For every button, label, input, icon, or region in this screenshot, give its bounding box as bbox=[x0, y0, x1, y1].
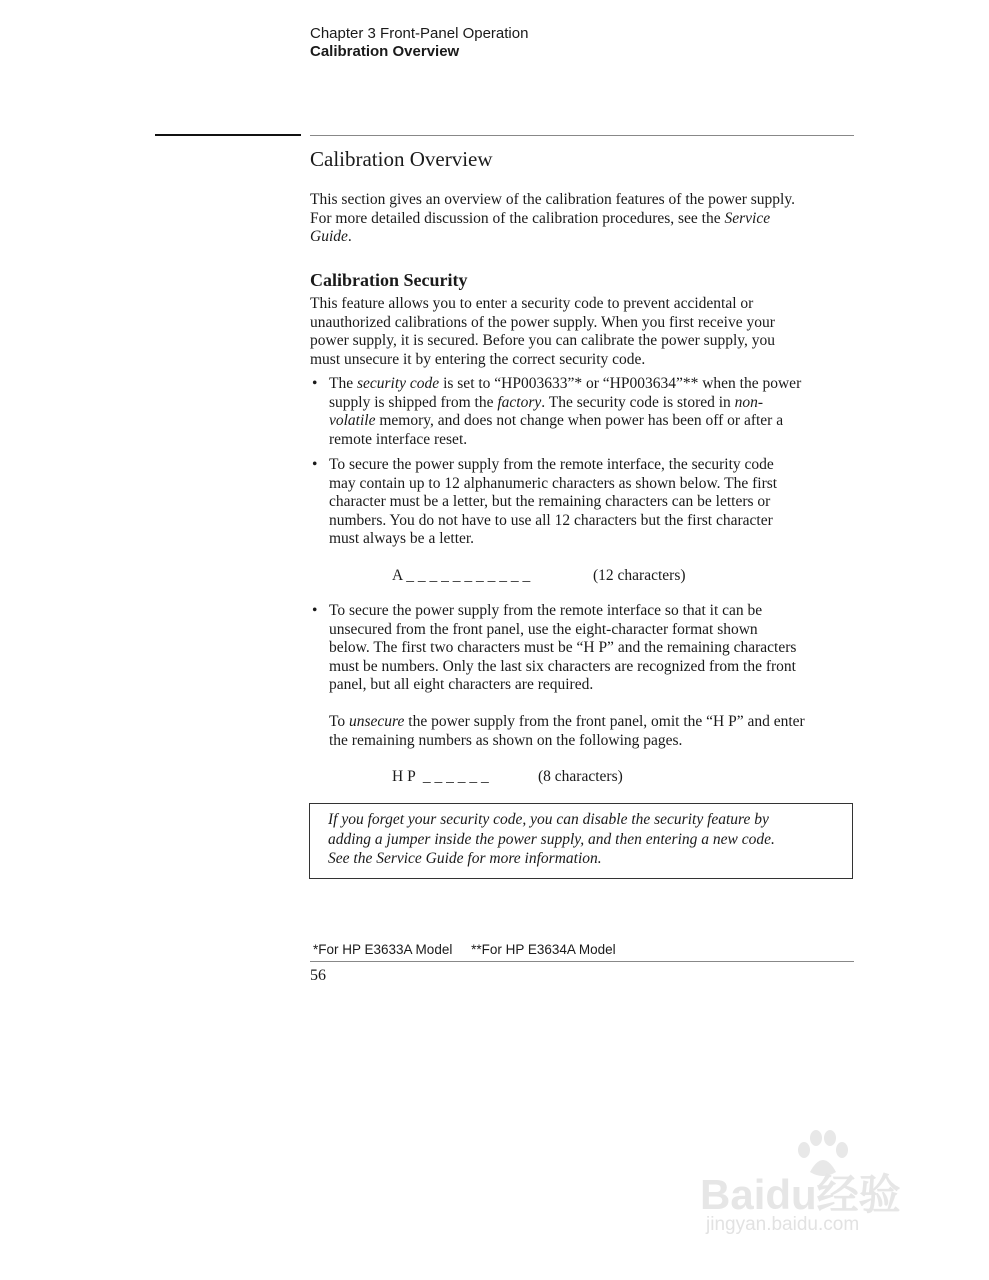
service-guide-ref: Service bbox=[724, 209, 771, 227]
bullet-marker: • bbox=[312, 602, 318, 619]
emphasis: volatile bbox=[329, 412, 376, 430]
bullet-marker: • bbox=[312, 456, 318, 473]
emphasis: unsecure bbox=[349, 713, 405, 730]
intro-paragraph bbox=[310, 191, 854, 247]
bullet-line: To secure the power supply from the remote interface so that it can be bbox=[329, 602, 763, 619]
security-paragraph bbox=[310, 295, 854, 369]
text-run: memory, and does not change when power has been off or after a bbox=[375, 412, 784, 430]
watermark-url: jingyan.baidu.com bbox=[706, 1214, 860, 1235]
text-run: The bbox=[329, 375, 357, 392]
text-run: the power supply from the front panel, omit the “H P” and enter bbox=[404, 713, 805, 730]
running-header-section: Calibration Overview bbox=[310, 43, 460, 60]
note-line: See the Service Guide for more information. bbox=[328, 850, 602, 867]
bullet-line: To secure the power supply from the remote interface, the security code bbox=[329, 456, 774, 473]
bullet-line: panel, but all eight characters are required. bbox=[329, 676, 594, 694]
footer-rule bbox=[310, 961, 854, 962]
running-header-chapter: Chapter 3 Front-Panel Operation bbox=[310, 25, 529, 42]
emphasis: factory bbox=[497, 393, 542, 411]
code-format-8-note: (8 characters) bbox=[538, 768, 623, 785]
bullet-line: unsecured from the front panel, use the eight-character format shown bbox=[329, 620, 758, 638]
unsecure-paragraph bbox=[329, 713, 854, 750]
note-line: If you forget your security code, you can disable the security feature by bbox=[328, 811, 769, 828]
paragraph-line: This feature allows you to enter a security code to prevent accidental or bbox=[310, 295, 754, 312]
bullet-line: remote interface reset. bbox=[329, 430, 468, 448]
page-title: Calibration Overview bbox=[310, 147, 493, 171]
code-format-12-pattern: A _ _ _ _ _ _ _ _ _ _ _ bbox=[392, 567, 531, 584]
text-run: To bbox=[329, 713, 350, 730]
intro-text: For more detailed discussion of the calibration procedures, see the bbox=[310, 209, 725, 227]
text-run: supply is shipped from the bbox=[329, 393, 498, 411]
bullet-item bbox=[329, 375, 854, 449]
bullet-line: must always be a letter. bbox=[329, 530, 475, 548]
bullet-line: may contain up to 12 alphanumeric characters as shown below. The first bbox=[329, 474, 778, 492]
intro-line bbox=[310, 228, 854, 247]
bullet-line: numbers. You do not have to use all 12 characters but the first character bbox=[329, 511, 773, 529]
bullet-item bbox=[329, 456, 854, 549]
note-line: adding a jumper inside the power supply, and then entering a new code. bbox=[328, 830, 775, 848]
code-format-12-note: (12 characters) bbox=[593, 567, 686, 584]
emphasis: non- bbox=[734, 393, 764, 411]
bullet-marker: • bbox=[312, 375, 318, 392]
text-run: is set to “HP003633”* or “HP003634”** when the power bbox=[439, 375, 802, 392]
bullet-line bbox=[329, 412, 854, 431]
footnotes: *For HP E3633A Model **For HP E3634A Model bbox=[313, 942, 616, 957]
bullet-line: character must be a letter, but the remaining characters can be letters or bbox=[329, 493, 771, 511]
bullet-line: below. The first two characters must be “H P” and the remaining characters bbox=[329, 639, 797, 657]
heading-rule-left bbox=[155, 134, 301, 136]
page-number: 56 bbox=[310, 967, 326, 984]
paragraph-line: must unsecure it by entering the correct security code. bbox=[310, 350, 646, 368]
watermark-logo: Baidu经验 bbox=[700, 1171, 901, 1218]
note-text bbox=[328, 810, 848, 869]
paragraph-line: power supply, it is secured. Before you can calibrate the power supply, you bbox=[310, 332, 776, 350]
bullet-line: must be numbers. Only the last six characters are recognized from the front bbox=[329, 657, 796, 675]
section-heading: Calibration Security bbox=[310, 270, 468, 290]
code-format-8-pattern: H P _ _ _ _ _ _ bbox=[392, 768, 489, 785]
intro-line bbox=[310, 210, 854, 229]
emphasis: security code bbox=[356, 375, 440, 392]
bullet-line bbox=[329, 375, 854, 394]
service-guide-ref: Guide bbox=[310, 228, 348, 246]
heading-rule-right bbox=[310, 135, 854, 136]
intro-text: . bbox=[347, 228, 352, 246]
paragraph-line: unauthorized calibrations of the power supply. When you first receive your bbox=[310, 313, 775, 331]
paragraph-line bbox=[329, 713, 854, 732]
paragraph-line: the remaining numbers as shown on the following pages. bbox=[329, 731, 683, 749]
text-run: . The security code is stored in bbox=[541, 393, 735, 411]
intro-line: This section gives an overview of the calibration features of the power supply. bbox=[310, 191, 795, 208]
baidu-watermark bbox=[700, 1128, 940, 1248]
bullet-item bbox=[329, 602, 854, 695]
bullet-line bbox=[329, 394, 854, 413]
